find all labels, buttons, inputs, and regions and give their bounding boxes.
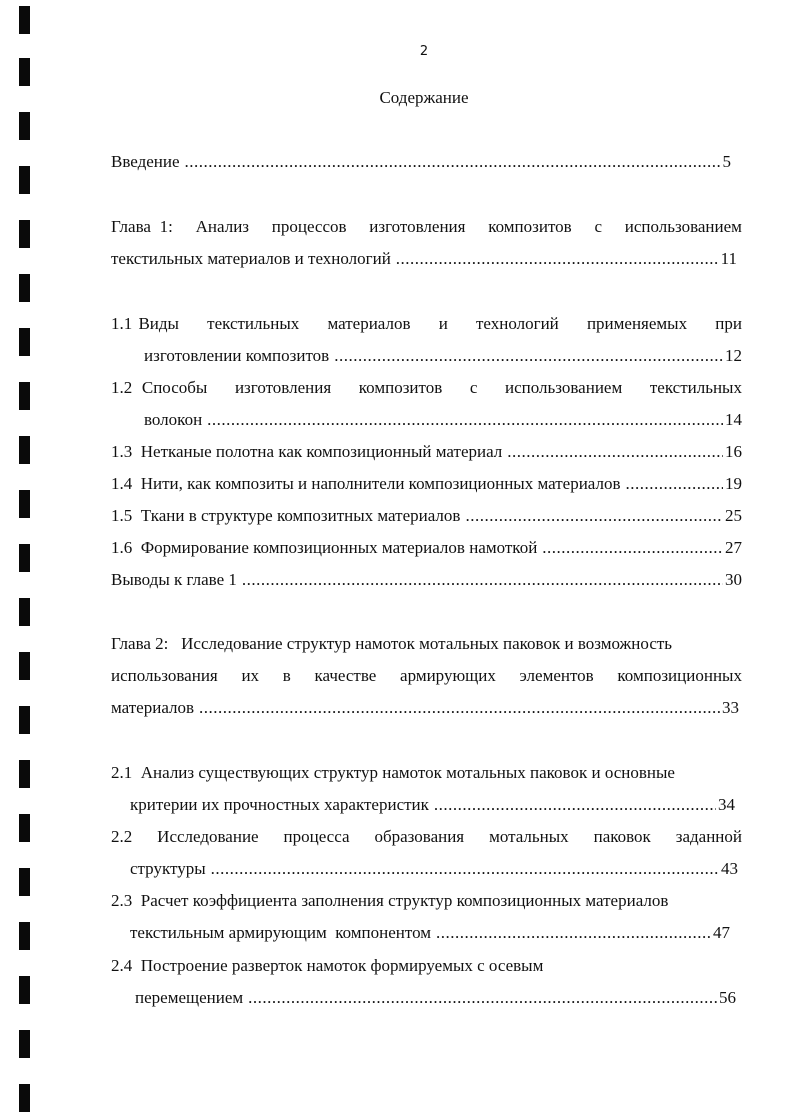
- leader-dots: [334, 346, 723, 366]
- word: в: [282, 666, 291, 685]
- word: мотальных: [489, 827, 569, 846]
- word: технологий: [475, 314, 559, 333]
- word: изготовления: [234, 378, 332, 397]
- leader-dots: [465, 506, 723, 526]
- toc-conclusions-1[interactable]: [111, 570, 742, 590]
- binding-mark: [19, 868, 30, 896]
- word: 1.2: [111, 378, 133, 397]
- word: использованием: [505, 378, 623, 397]
- toc-section-2-3-line1[interactable]: 2.3 Расчет коэффициента заполнения структур композиционных материалов: [111, 891, 669, 910]
- toc-entry-text: изготовлении композитов: [144, 346, 330, 365]
- toc-entry-text: Выводы к главе 1: [111, 570, 237, 589]
- toc-section-1-1-line1[interactable]: [111, 314, 742, 334]
- toc-section-2-4-line1[interactable]: 2.4 Построение разверток намоток формируемых с осевым: [111, 956, 544, 975]
- leader-dots: [436, 923, 711, 943]
- binding-mark: [19, 274, 30, 302]
- binding-mark: [19, 6, 30, 34]
- leader-dots: [242, 570, 723, 590]
- word: композиционных: [617, 666, 742, 685]
- toc-chapter-2-line3[interactable]: [111, 698, 739, 718]
- toc-page-number: 34: [718, 795, 735, 814]
- toc-entry-intro[interactable]: [111, 152, 731, 172]
- binding-mark: [19, 598, 30, 626]
- leader-dots: [185, 152, 721, 172]
- toc-chapter-1-line1[interactable]: [111, 217, 742, 237]
- word: их: [241, 666, 260, 685]
- word: 1:: [159, 217, 173, 236]
- toc-chapter-2-line2[interactable]: [111, 666, 742, 686]
- leader-dots: [199, 698, 720, 718]
- toc-page-number: 19: [725, 474, 742, 493]
- toc-page-number: 25: [725, 506, 742, 525]
- toc-entry-text: Введение: [111, 152, 180, 171]
- word: паковок: [593, 827, 651, 846]
- binding-mark: [19, 490, 30, 518]
- toc-section-1-2-line1[interactable]: [111, 378, 742, 398]
- toc-entry-text: волокон: [144, 410, 203, 429]
- toc-page-number: 47: [713, 923, 730, 942]
- leader-dots: [542, 538, 723, 558]
- word: использованием: [624, 217, 742, 236]
- word: армирующих: [400, 666, 496, 685]
- binding-mark: [19, 1084, 30, 1112]
- word: текстильных: [207, 314, 300, 333]
- toc-entry-text: 1.5 Ткани в структуре композитных материалов: [111, 506, 461, 525]
- word: и: [438, 314, 448, 333]
- word: с: [594, 217, 602, 236]
- word: заданной: [675, 827, 742, 846]
- binding-mark: [19, 922, 30, 950]
- binding-mark: [19, 436, 30, 464]
- toc-page-number: 16: [725, 442, 742, 461]
- binding-mark: [19, 652, 30, 680]
- toc-entry-text: текстильных материалов и технологий: [111, 249, 391, 268]
- toc-section-2-4-line2[interactable]: [135, 988, 736, 1008]
- binding-mark: [19, 112, 30, 140]
- leader-dots: [211, 859, 719, 879]
- toc-section-1-6[interactable]: [111, 538, 742, 558]
- toc-section-1-3[interactable]: [111, 442, 742, 462]
- toc-entry-text: структуры: [130, 859, 206, 878]
- word: процесса: [283, 827, 350, 846]
- word: 2.2: [111, 827, 133, 846]
- toc-page-number: 11: [720, 249, 737, 268]
- toc-page-number: 56: [719, 988, 736, 1007]
- word: Глава: [111, 217, 151, 236]
- binding-mark: [19, 1030, 30, 1058]
- word: Анализ: [195, 217, 250, 236]
- binding-mark: [19, 58, 30, 86]
- word: элементов: [519, 666, 594, 685]
- binding-mark: [19, 706, 30, 734]
- toc-page-number: 30: [725, 570, 742, 589]
- toc-page-number: 5: [722, 152, 731, 171]
- page-number: 2: [419, 44, 429, 59]
- toc-section-2-1-line2[interactable]: [130, 795, 735, 815]
- binding-mark: [19, 166, 30, 194]
- word: процессов: [271, 217, 347, 236]
- toc-page-number: 12: [725, 346, 742, 365]
- toc-page-number: 27: [725, 538, 742, 557]
- toc-section-2-2-line1[interactable]: [111, 827, 742, 847]
- binding-marks: [0, 0, 40, 1114]
- word: использования: [111, 666, 218, 685]
- leader-dots: [207, 410, 723, 430]
- binding-mark: [19, 382, 30, 410]
- toc-section-1-4[interactable]: [111, 474, 742, 494]
- word: композитов: [358, 378, 443, 397]
- toc-section-1-1-line2[interactable]: [144, 346, 742, 366]
- leader-dots: [626, 474, 723, 494]
- toc-entry-text: 1.3 Нетканые полотна как композиционный материал: [111, 442, 503, 461]
- binding-mark: [19, 544, 30, 572]
- toc-section-1-5[interactable]: [111, 506, 742, 526]
- toc-section-2-1-line1[interactable]: 2.1 Анализ существующих структур намоток мотальных паковок и основные: [111, 763, 675, 782]
- word: с: [469, 378, 478, 397]
- toc-entry-text: текстильным армирующим компонентом: [130, 923, 432, 942]
- word: применяемых: [586, 314, 688, 333]
- binding-mark: [19, 220, 30, 248]
- leader-dots: [396, 249, 719, 269]
- toc-section-2-3-line2[interactable]: [130, 923, 730, 943]
- binding-mark: [19, 814, 30, 842]
- word: материалов: [327, 314, 411, 333]
- word: 1.1: [111, 314, 133, 333]
- word: композитов: [488, 217, 572, 236]
- word: при: [715, 314, 742, 333]
- word: Способы: [141, 378, 208, 397]
- toc-section-1-2-line2[interactable]: [144, 410, 742, 430]
- word: текстильных: [649, 378, 742, 397]
- toc-page-number: 33: [722, 698, 739, 717]
- binding-mark: [19, 760, 30, 788]
- toc-chapter-1-line2[interactable]: [111, 249, 737, 269]
- toc-page-number: 43: [721, 859, 738, 878]
- toc-section-2-2-line2[interactable]: [130, 859, 738, 879]
- toc-entry-text: 1.6 Формирование композиционных материалов намоткой: [111, 538, 538, 557]
- leader-dots: [248, 988, 717, 1008]
- toc-entry-text: материалов: [111, 698, 195, 717]
- toc-entry-text: критерии их прочностных характеристик: [130, 795, 429, 814]
- toc-page-number: 14: [725, 410, 742, 429]
- toc-entry-text: перемещением: [135, 988, 244, 1007]
- word: Исследование: [157, 827, 259, 846]
- toc-chapter-2-line1[interactable]: Глава 2: Исследование структур намоток мотальных паковок и возможность: [111, 634, 673, 653]
- word: Виды: [138, 314, 179, 333]
- word: изготовления: [369, 217, 466, 236]
- binding-mark: [19, 328, 30, 356]
- leader-dots: [434, 795, 716, 815]
- word: образования: [374, 827, 465, 846]
- leader-dots: [507, 442, 723, 462]
- page-title: Содержание: [379, 88, 469, 107]
- toc-entry-text: 1.4 Нити, как композиты и наполнители композиционных материалов: [111, 474, 621, 493]
- word: качестве: [314, 666, 377, 685]
- binding-mark: [19, 976, 30, 1004]
